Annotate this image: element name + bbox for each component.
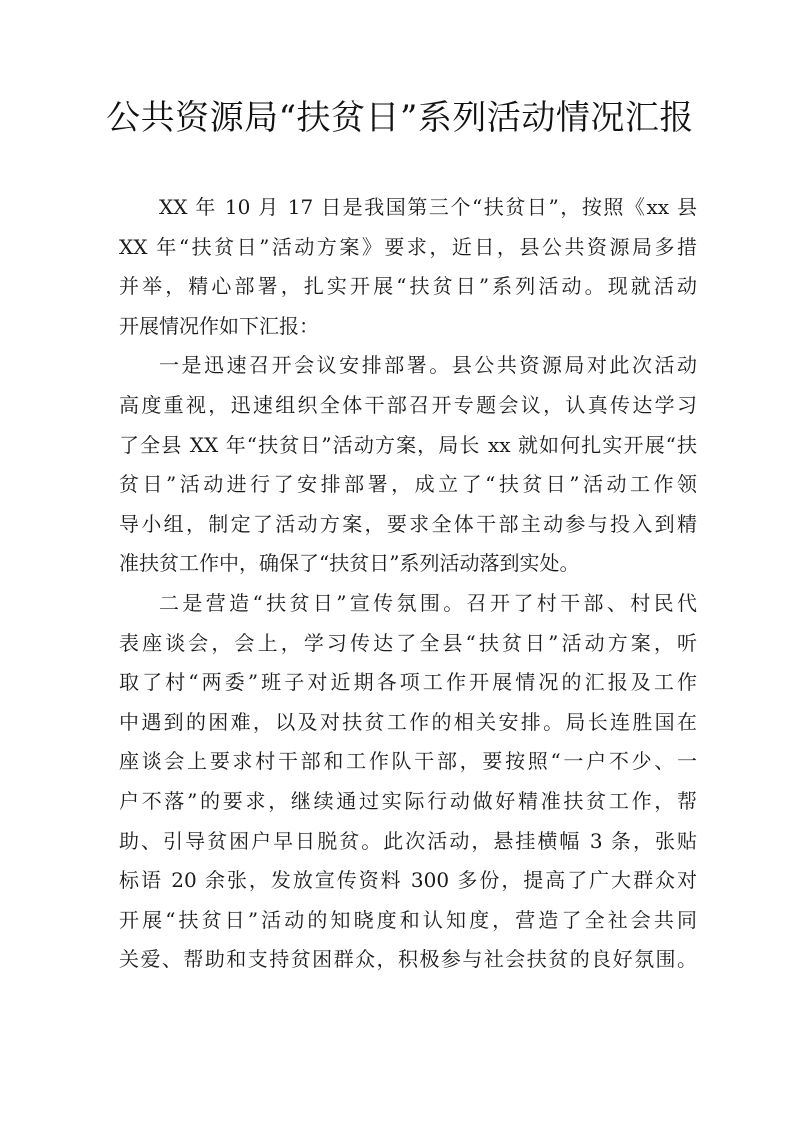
text-line: XX 年“扶贫日”活动方案》要求，近日，县公共资源局多措	[119, 234, 697, 259]
text-line: 开展“扶贫日”活动的知晓度和认知度，营造了全社会共同	[119, 907, 697, 932]
text-line: 助、引导贫困户早日脱贫。此次活动，悬挂横幅 3 条，张贴	[119, 828, 697, 853]
text-line: 二是营造“扶贫日”宣传氛围。召开了村干部、村民代	[159, 590, 697, 615]
text-line: 开展情况作如下汇报：	[119, 313, 319, 338]
document-body	[119, 188, 697, 980]
text-line: 一是迅速召开会议安排部署。县公共资源局对此次活动	[159, 353, 697, 378]
text-line: 座谈会上要求村干部和工作队干部，要按照“一户不少、一	[119, 749, 697, 774]
text-line: 关爱、帮助和支持贫困群众，积极参与社会扶贫的良好氛围。	[119, 947, 697, 972]
text-line: 高度重视，迅速组织全体干部召开专题会议，认真传达学习	[119, 392, 697, 417]
paragraph-intro	[119, 188, 697, 346]
text-line: 贫日”活动进行了安排部署，成立了“扶贫日”活动工作领	[119, 472, 697, 497]
paragraph-publicity	[119, 584, 697, 980]
text-line: 户不落”的要求，继续通过实际行动做好精准扶贫工作，帮	[119, 788, 697, 813]
text-line: 并举，精心部署，扎实开展“扶贫日”系列活动。现就活动	[119, 274, 697, 299]
paragraph-meeting	[119, 346, 697, 584]
text-line: 了全县 XX 年“扶贫日”活动方案，局长 xx 就如何扎实开展“扶	[119, 432, 697, 457]
document-title: 公共资源局“扶贫日”系列活动情况汇报	[106, 98, 694, 138]
text-line: 表座谈会，会上，学习传达了全县“扶贫日”活动方案，听	[119, 630, 697, 655]
text-line: 取了村“两委”班子对近期各项工作开展情况的汇报及工作	[119, 670, 697, 695]
text-line: XX 年 10 月 17 日是我国第三个“扶贫日”，按照《xx 县	[159, 195, 697, 219]
text-line: 导小组，制定了活动方案，要求全体干部主动参与投入到精	[119, 511, 697, 536]
text-line: 中遇到的困难，以及对扶贫工作的相关安排。局长连胜国在	[119, 709, 697, 734]
text-line: 准扶贫工作中，确保了“扶贫日”系列活动落到实处。	[119, 551, 580, 576]
text-line: 标语 20 余张，发放宣传资料 300 多份，提高了广大群众对	[119, 868, 697, 893]
